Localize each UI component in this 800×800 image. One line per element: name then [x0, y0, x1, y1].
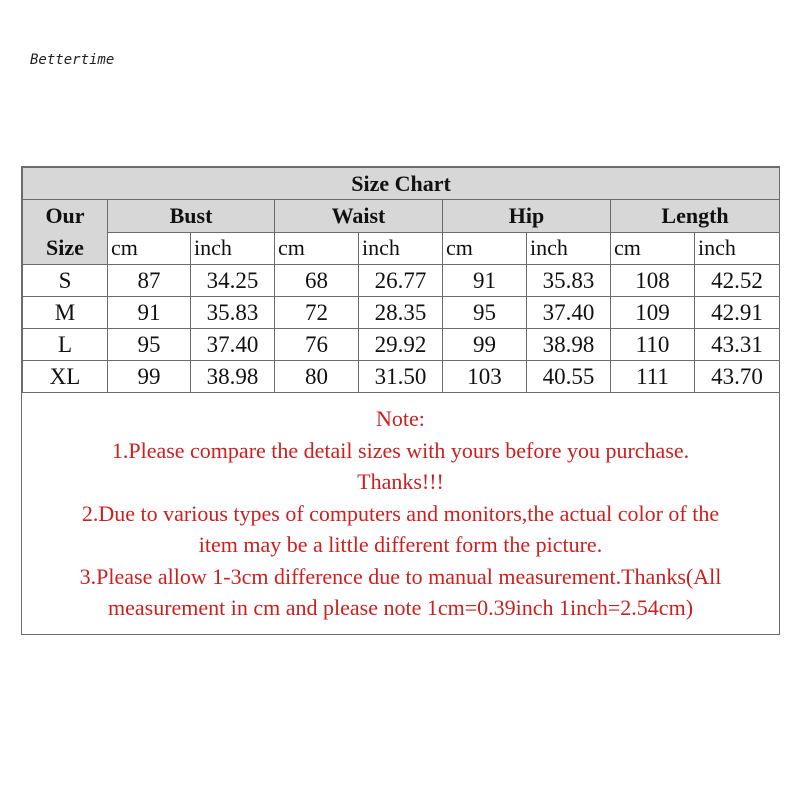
unit-header: cm: [611, 232, 695, 265]
table-cell: 99: [108, 361, 191, 393]
note-line: measurement in cm and please note 1cm=0.39inch 1inch=2.54cm): [107, 595, 694, 620]
table-cell: 99: [443, 329, 527, 361]
table-cell: 31.50: [359, 361, 443, 393]
table-cell: 95: [108, 329, 191, 361]
size-header-line1: Our: [45, 203, 85, 228]
table-cell: 29.92: [359, 329, 443, 361]
unit-header: inch: [359, 232, 443, 265]
table-cell: 72: [275, 297, 359, 329]
size-table: [22, 167, 780, 393]
table-cell: 37.40: [527, 297, 611, 329]
table-cell: 28.35: [359, 297, 443, 329]
table-cell: 37.40: [191, 329, 275, 361]
table-cell: 43.70: [695, 361, 780, 393]
table-title: Size Chart: [23, 168, 780, 200]
size-header-line2: Size: [46, 235, 84, 260]
unit-header: cm: [108, 232, 191, 265]
note-line: 2.Due to various types of computers and monitors,the actual color of the: [81, 500, 720, 526]
group-header-length: Length: [611, 200, 780, 233]
group-header-waist: Waist: [275, 200, 443, 233]
table-cell: 91: [108, 297, 191, 329]
table-cell: 34.25: [191, 265, 275, 297]
unit-header: cm: [443, 232, 527, 265]
table-row: [23, 265, 780, 297]
table-cell: 35.83: [191, 297, 275, 329]
table-row: [23, 297, 780, 329]
table-cell: 80: [275, 361, 359, 393]
size-label: XL: [23, 361, 108, 393]
table-cell: 35.83: [527, 265, 611, 297]
table-cell: 91: [443, 265, 527, 297]
unit-header: inch: [527, 232, 611, 265]
table-cell: 42.52: [695, 265, 780, 297]
table-cell: 43.31: [695, 329, 780, 361]
size-column-header: [23, 200, 108, 265]
note-line: item may be a little different form the picture.: [198, 532, 603, 557]
unit-header: inch: [191, 232, 275, 265]
unit-header: cm: [275, 232, 359, 265]
brand-watermark: Bettertime: [30, 52, 115, 68]
table-cell: 103: [443, 361, 527, 393]
note-line: Thanks!!!: [357, 469, 444, 494]
note-line: 3.Please allow 1-3cm difference due to manual measurement.Thanks(All: [79, 563, 722, 589]
table-cell: 111: [611, 361, 695, 393]
table-cell: 26.77: [359, 265, 443, 297]
table-cell: 109: [611, 297, 695, 329]
table-cell: 76: [275, 329, 359, 361]
size-label: L: [23, 329, 108, 361]
notes-section: [22, 393, 779, 624]
size-chart: [21, 166, 780, 635]
size-label: M: [23, 297, 108, 329]
table-cell: 110: [611, 329, 695, 361]
table-row: [23, 361, 780, 393]
table-cell: 87: [108, 265, 191, 297]
group-header-hip: Hip: [443, 200, 611, 233]
table-cell: 68: [275, 265, 359, 297]
table-cell: 38.98: [191, 361, 275, 393]
unit-header: inch: [695, 232, 780, 265]
group-header-bust: Bust: [108, 200, 275, 233]
table-cell: 95: [443, 297, 527, 329]
notes-heading: Note:: [376, 406, 425, 431]
table-cell: 108: [611, 265, 695, 297]
size-label: S: [23, 265, 108, 297]
table-cell: 38.98: [527, 329, 611, 361]
table-cell: 42.91: [695, 297, 780, 329]
table-row: [23, 329, 780, 361]
table-cell: 40.55: [527, 361, 611, 393]
note-line: 1.Please compare the detail sizes with yours before you purchase.: [111, 437, 690, 463]
